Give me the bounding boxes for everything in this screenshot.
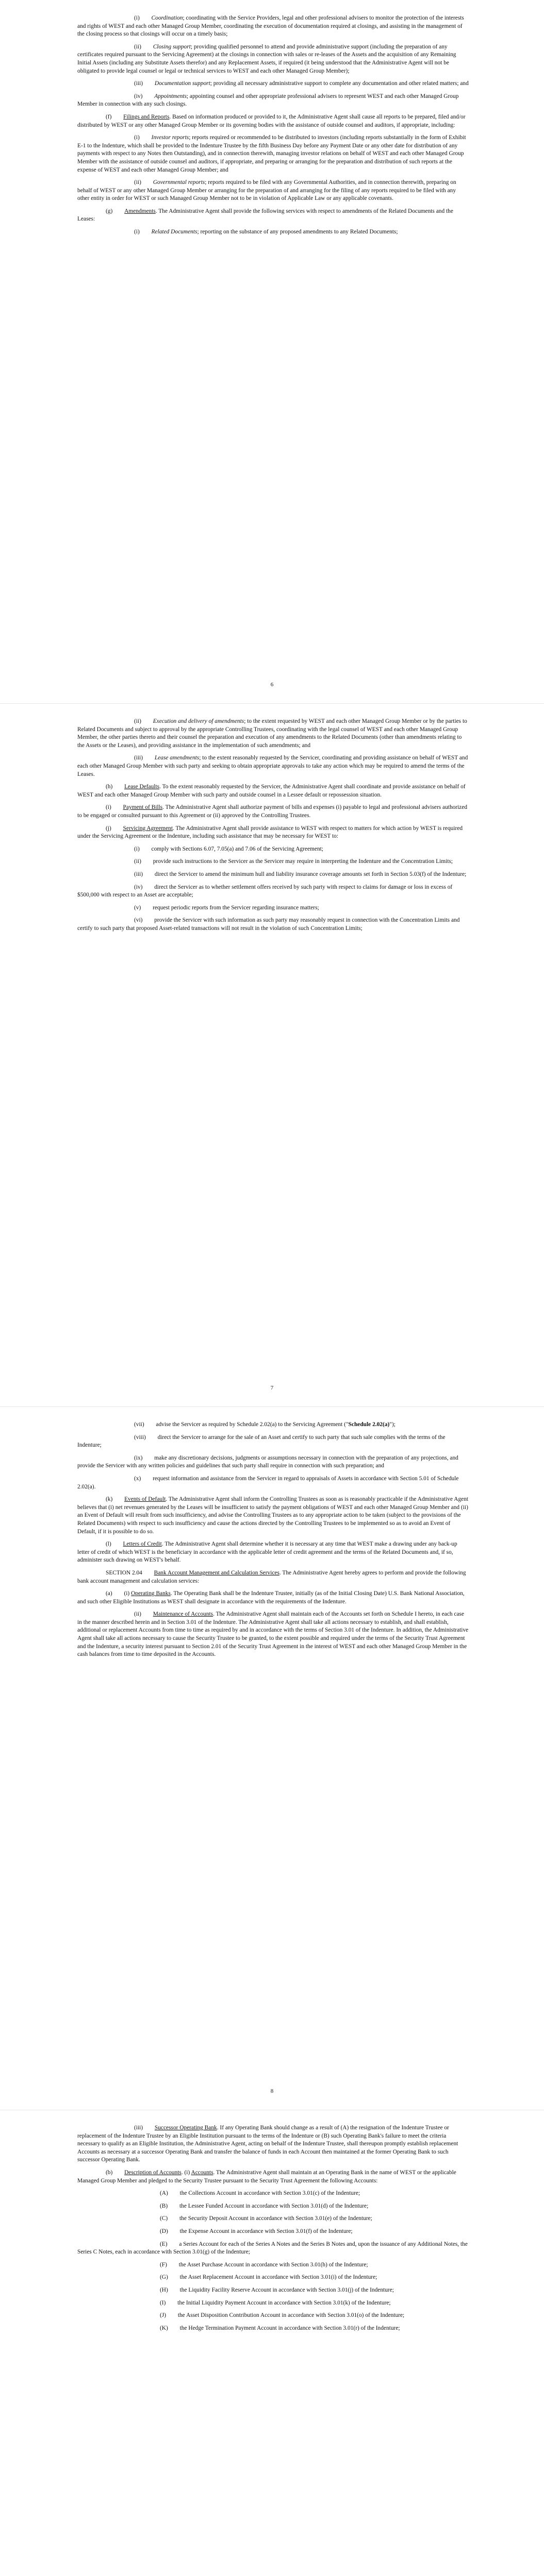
item-marker: (i)	[134, 134, 140, 141]
page-divider	[0, 703, 544, 704]
item-text: the Initial Liquidity Payment Account in accordance with Section 3.01(k) of the Indenture;	[177, 2299, 391, 2306]
item-text: the Hedge Termination Payment Account in accordance with Section 3.01(r) of the Indenture;	[179, 2325, 400, 2331]
paragraph	[77, 1611, 469, 1659]
item-marker: (H)	[160, 2286, 168, 2293]
item-text: provide such instructions to the Servicer as the Servicer may require in interpreting the Indenture and the Concentration Limits;	[153, 858, 453, 865]
paragraph	[77, 1454, 469, 1470]
item-heading: Coordination	[151, 15, 183, 21]
item-text: ; reports required to be filed with any Governmental Authorities, and in connection therewith, preparing on behalf of WEST or any other Managed Group Member or arranging for the preparation of and arranging for the filing of any reports required to be filed with any other entity in order for WEST or such Managed Group Member not to be in violation of Applicable Law or any applicable covenants.	[77, 179, 456, 202]
item-marker: (viii)	[134, 1434, 146, 1440]
item-text: . The Administrative Agent shall inform the Controlling Trustees as soon as is reasonably practicable if the Administrative Agent believes that (i) net revenues generated by the Leases will be insufficient to satisfy the payment obligations of WEST and each other Managed Group Member and (ii) an Event of Default will result from such insufficiency, and advise the Controlling Trustees as to any appropriate action to be taken (subject to the provisions of the Related Documents) with respect to such insufficiency and cause the actions directed by the Controlling Trustees to be implemented so as to avoid an Event of Default, if it is possible to do so.	[77, 1496, 469, 1535]
paragraph	[77, 2325, 469, 2333]
item-marker: (f)	[106, 113, 112, 120]
item-text: . The Administrative Agent hereby agrees to perform and provide the following bank account management and calculation services:	[77, 1569, 466, 1584]
paragraph	[77, 783, 469, 799]
item-marker: (iii)	[134, 2125, 143, 2131]
item-marker: (ii)	[134, 43, 141, 50]
item-text: ");	[389, 1421, 395, 1428]
page-number: 8	[270, 2088, 274, 2094]
paragraph	[77, 80, 469, 88]
paragraph	[77, 1421, 469, 1429]
page-number: 7	[270, 1385, 274, 1391]
item-text: the Liquidity Facility Reserve Account in accordance with Section 3.01(j) of the Indenture;	[179, 2286, 394, 2293]
item-text: . If any Operating Bank should change as a result of (A) the resignation of the Indenture Trustee or replacement of the Indenture Trustee by an Eligible Institution pursuant to the terms of the Indenture or (B) such Operating Bank's failure to meet the criteria necessary to qualify as an Eligible Institution, the Administrative Agent, acting on behalf of the Indenture Trustee, shall thereupon promptly establish replacement Accounts as necessary at a successor Operating Bank and transfer the balance of funds in each Account then maintained at the former Operating Bank to such successor Operating Bank.	[77, 2125, 458, 2163]
paragraph	[77, 2261, 469, 2269]
item-heading: Governmental reports	[153, 179, 205, 186]
item-text: (i)	[124, 1590, 131, 1597]
item-text: . To the extent reasonably requested by the Servicer, the Administrative Agent shall coordinate and provide assistance on behalf of WEST and each other Managed Group Member with such party and outside counsel in a Lessee default or repossession situation.	[77, 784, 466, 798]
document-page	[0, 0, 544, 703]
page-body	[77, 14, 469, 241]
item-text: . The Administrative Agent shall maintain at an Operating Bank in the name of WEST or the applicable Managed Group Member and pledged to the Security Trustee pursuant to the Security Trust Agreement the following Accounts:	[77, 2169, 456, 2184]
paragraph	[77, 1590, 469, 1606]
item-marker: (G)	[160, 2274, 168, 2281]
item-text: comply with Sections 6.07, 7.05(a) and 7.06 of the Servicing Agreement;	[151, 845, 323, 852]
item-text: direct the Servicer as to whether settlement offers received by such party with respect to claims for damage or loss in excess of $500,000 with respect to an Asset are acceptable;	[77, 884, 453, 899]
item-text: a Series Account for each of the Series A Notes and the Series B Notes and, upon the issuance of any Additional Notes, the Series C Notes, each in accordance with Section 3.01(g) of the Indenture;	[77, 2241, 468, 2256]
item-text: advise the Servicer as required by Schedule 2.02(a) to the Servicing Agreement ("	[156, 1421, 349, 1428]
paragraph	[77, 1496, 469, 1536]
paragraph	[77, 2274, 469, 2282]
item-text: ; appointing counsel and other appropriate professional advisers to represent WEST and each other Managed Group Member in connection with any such closings.	[77, 93, 459, 108]
item-marker: (v)	[134, 904, 141, 911]
item-text: ; reporting on the substance of any proposed amendments to any Related Documents;	[197, 229, 398, 235]
item-heading: Description of Accounts	[124, 2169, 182, 2176]
item-marker: (B)	[160, 2202, 168, 2209]
page-number: 6	[270, 682, 274, 688]
item-marker: (E)	[160, 2241, 168, 2247]
item-heading: Successor Operating Bank	[154, 2125, 217, 2131]
item-heading: Appointments	[154, 93, 187, 99]
item-marker: (iv)	[134, 93, 143, 99]
item-marker: (K)	[160, 2325, 168, 2331]
item-text: direct the Servicer to amend the minimum hull and liability insurance coverage amounts set forth in Section 5.03(f) of the Indenture;	[154, 871, 467, 877]
paragraph	[77, 904, 469, 912]
paragraph	[77, 2124, 469, 2164]
paragraph	[77, 2169, 469, 2185]
item-text: . The Administrative Agent shall determine whether it is necessary at any time that WEST make a drawing under any back-up letter of credit of which WEST is the beneficiary in accordance with the applicable letter of credit agreement and the terms of the Related Documents and, if so, administer such drawing on WEST's behalf.	[77, 1541, 457, 1564]
item-marker: (a)	[106, 1590, 112, 1597]
item-heading: Lease Defaults	[124, 784, 160, 790]
item-heading: Filings and Reports	[123, 113, 170, 120]
paragraph	[77, 228, 469, 236]
item-marker: (i)	[134, 845, 140, 852]
document-page	[0, 2110, 544, 2576]
paragraph	[77, 134, 469, 174]
paragraph	[77, 2312, 469, 2320]
paragraph	[77, 93, 469, 109]
item-text: the Expense Account in accordance with Section 3.01(f) of the Indenture;	[179, 2228, 353, 2234]
paragraph	[77, 2190, 469, 2198]
paragraph	[77, 2202, 469, 2211]
item-marker: (ii)	[134, 179, 141, 186]
defined-term: Schedule 2.02(a)	[348, 1421, 390, 1428]
item-text: request periodic reports from the Servicer regarding insurance matters;	[153, 904, 319, 911]
item-heading: Investor reports	[151, 134, 189, 141]
document-page	[0, 703, 544, 1406]
item-text: ; providing qualified personnel to attend and provide administrative support (including the preparation of any certificates required pursuant to the Servicing Agreement) at the closings in connection with sales or re-leases of the Assets and the acquisition of any Remaining Initial Assets (including any Substitute Assets therefor) and any Replacement Assets, if required (it being understood that the Administrative Agent will not be obligated to provide legal counsel or legal or technical services to WEST and each other Managed Group Member);	[77, 43, 456, 74]
paragraph	[77, 2241, 469, 2257]
item-marker: (ii)	[134, 718, 141, 724]
item-marker: (g)	[106, 208, 113, 214]
item-subheading: Accounts	[191, 2169, 213, 2176]
item-marker: (D)	[160, 2228, 168, 2234]
item-marker: (ii)	[134, 858, 141, 865]
item-heading: Servicing Agreement	[123, 825, 173, 832]
page-body	[77, 718, 469, 937]
paragraph	[77, 884, 469, 900]
item-text: the Asset Purchase Account in accordance with Section 3.01(h) of the Indenture;	[178, 2261, 368, 2268]
item-text: . The Operating Bank shall be the Indenture Trustee, initially (as of the Initial Closing Date) U.S. Bank National Association, and such other Eligible Institutions as WEST shall designate in accordance with the requirements of the Indenture.	[77, 1590, 465, 1605]
item-marker: (iii)	[134, 755, 143, 761]
item-heading: Lease amendments	[154, 755, 200, 761]
item-marker: (k)	[106, 1496, 113, 1503]
item-marker: (j)	[106, 825, 111, 832]
paragraph	[77, 2215, 469, 2223]
paragraph	[77, 1540, 469, 1565]
paragraph	[77, 871, 469, 879]
item-text: request information and assistance from the Servicer in regard to appraisals of Assets in accordance with Section 5.01 of Schedule 2.02(a).	[77, 1475, 459, 1490]
item-heading: Documentation support	[154, 80, 210, 87]
item-heading: Payment of Bills	[123, 804, 163, 811]
item-text: the Asset Replacement Account in accordance with Section 3.01(i) of the Indenture;	[179, 2274, 377, 2281]
item-marker: (A)	[160, 2190, 168, 2197]
paragraph	[77, 14, 469, 39]
paragraph	[77, 858, 469, 866]
item-text: ; to the extent reasonably requested by the Servicer, coordinating and providing assistance on behalf of WEST and each other Managed Group Member with such party and seeking to obtain appropriate approvals to take any action which may be required to amend the terms of the Leases.	[77, 755, 468, 777]
item-marker: (J)	[160, 2312, 167, 2319]
paragraph	[77, 2228, 469, 2236]
paragraph	[77, 917, 469, 933]
item-text: . The Administrative Agent shall provide the following services with respect to amendments of the Related Documents and the Leases:	[77, 208, 453, 223]
item-marker: (i)	[106, 804, 111, 811]
item-marker: (b)	[106, 2169, 113, 2176]
item-marker: (C)	[160, 2215, 168, 2222]
item-heading: Execution and delivery of amendments	[153, 718, 244, 724]
item-heading: Related Documents	[151, 229, 197, 235]
item-marker: (h)	[106, 784, 113, 790]
item-text: ; providing all necessary administrative support to complete any documentation and other related matters; and	[210, 80, 469, 87]
paragraph	[77, 845, 469, 854]
item-marker: (vii)	[134, 1421, 144, 1428]
item-text: direct the Servicer to arrange for the sale of an Asset and certify to such party that such sale complies with the terms of the Indenture;	[77, 1434, 446, 1449]
item-text: . The Administrative Agent shall authorize payment of bills and expenses (i) payable to legal and professional advisers authorized to be engaged or consulted pursuant to this Agreement or (ii) approved by the Controlling Trustees.	[77, 804, 468, 819]
item-text: the Collections Account in accordance with Section 3.01(c) of the Indenture;	[179, 2190, 360, 2197]
item-marker: SECTION 2.04	[106, 1569, 142, 1576]
paragraph	[77, 754, 469, 778]
item-heading: Maintenance of Accounts	[153, 1611, 213, 1618]
item-marker: (x)	[134, 1475, 141, 1482]
item-heading: Amendments	[124, 208, 156, 214]
page-divider	[0, 1406, 544, 1407]
paragraph	[77, 43, 469, 75]
item-heading: Letters of Credit	[123, 1541, 162, 1548]
item-text: ; to the extent requested by WEST and each other Managed Group Member or by the parties to Related Documents and subject to approval by the appropriate Controlling Trustees, coordinating with the legal counsel of WEST and each other Managed Group Member, the other parties thereto and their counsel the preparation and execution of any amendments to the Related Documents (other than amendments relating to the Assets or the Leases), and providing assistance in the implementation of such amendments; and	[77, 718, 467, 749]
paragraph	[77, 1475, 469, 1491]
item-text: . The Administrative Agent shall maintain each of the Accounts set forth on Schedule I hereto, in each case in the manner described herein and in Section 3.01 of the Indenture. The Administrative Agent shall take all actions necessary to establish, and shall establish, additional or replacement Accounts from time to time as required by and in accordance with the terms of Section 3.01 of the Indenture. In addition, the Administrative Agent shall take all actions necessary to cause the Security Trustee to be granted, to the extent possible and required under the terms of the Security Trust Agreement and the Indenture, a security interest pursuant to Section 2.01 of the Security Trust Agreement in the interest of WEST and each other Managed Group Member in the cash balances from time to time deposited in the Accounts.	[77, 1611, 469, 1658]
paragraph	[77, 2299, 469, 2308]
page-body	[77, 1421, 469, 1664]
paragraph	[77, 2286, 469, 2295]
item-text: . Based on information produced or provided to it, the Administrative Agent shall cause all reports to be prepared, filed and/or distributed by WEST or any other Managed Group Member or its governing bodies with the assistance of outside counsel and auditors, if appropriate, including:	[77, 113, 466, 128]
paragraph	[77, 113, 469, 129]
item-text: . The Administrative Agent shall provide assistance to WEST with respect to matters for which action by WEST is required under the Servicing Agreement or the Indenture, including such assistance that may be necessary for WEST to:	[77, 825, 463, 840]
item-text: provide the Servicer with such information as such party may reasonably request in connection with the Concentration Limits and certify to such party that proposed Asset-related transactions will not result in the violation of such Concentration Limits;	[77, 917, 460, 931]
item-marker: (F)	[160, 2261, 167, 2268]
item-marker: (i)	[134, 15, 140, 21]
item-marker: (l)	[106, 1541, 111, 1548]
item-text: ; coordinating with the Service Providers, legal and other professional advisers to monitor the protection of the interests and rights of WEST and each other Managed Group Member, coordinating the execution of documentation required at closings, and assisting in the management of the closing process so that closings will occur on a timely basis;	[77, 15, 464, 38]
item-text: ; reports required or recommended to be distributed to investors (including reports substantially in the form of Exhibit E-1 to the Indenture, which shall be provided to the Indenture Trustee by the fifth Business Day before any Payment Date or any other date for distribution of any payments with respect to any Notes then Outstanding), and in connection therewith, managing investor relations on behalf of WEST and each other Managed Group Member with the assistance of outside counsel and auditors, if appropriate, and preparing or arranging for the preparation and distribution of such reports at the expense of WEST and each other Managed Group Member; and	[77, 134, 466, 173]
paragraph	[77, 1434, 469, 1450]
item-text: the Lessee Funded Account in accordance with Section 3.01(d) of the Indenture;	[179, 2202, 369, 2209]
item-heading: Closing support	[153, 43, 191, 50]
item-marker: (iv)	[134, 884, 143, 890]
paragraph	[77, 825, 469, 841]
item-heading: Events of Default	[124, 1496, 166, 1503]
page-body	[77, 2124, 469, 2337]
item-marker: (iii)	[134, 871, 143, 877]
item-subheading: Operating Banks	[131, 1590, 171, 1597]
item-marker: (ii)	[134, 1611, 141, 1618]
paragraph	[77, 179, 469, 203]
document-page	[0, 1406, 544, 2110]
paragraph	[77, 208, 469, 224]
item-marker: (I)	[160, 2299, 166, 2306]
item-text: the Asset Disposition Contribution Account in accordance with Section 3.01(o) of the Indenture;	[177, 2312, 405, 2319]
item-marker: (iii)	[134, 80, 143, 87]
item-marker: (ix)	[134, 1454, 143, 1461]
item-heading: Bank Account Management and Calculation Services	[154, 1569, 279, 1576]
paragraph	[77, 1569, 469, 1585]
paragraph	[77, 718, 469, 750]
item-text: make any discretionary decisions, judgments or assumptions necessary in connection with the preparation of any projections, and provide the Servicer with any written policies and guidelines that such party shall require in connection with such preparation; and	[77, 1454, 458, 1469]
item-marker: (vi)	[134, 917, 143, 924]
item-text: . (i)	[181, 2169, 191, 2176]
paragraph	[77, 804, 469, 820]
item-marker: (i)	[134, 229, 140, 235]
item-text: the Security Deposit Account in accordance with Section 3.01(e) of the Indenture;	[179, 2215, 372, 2222]
